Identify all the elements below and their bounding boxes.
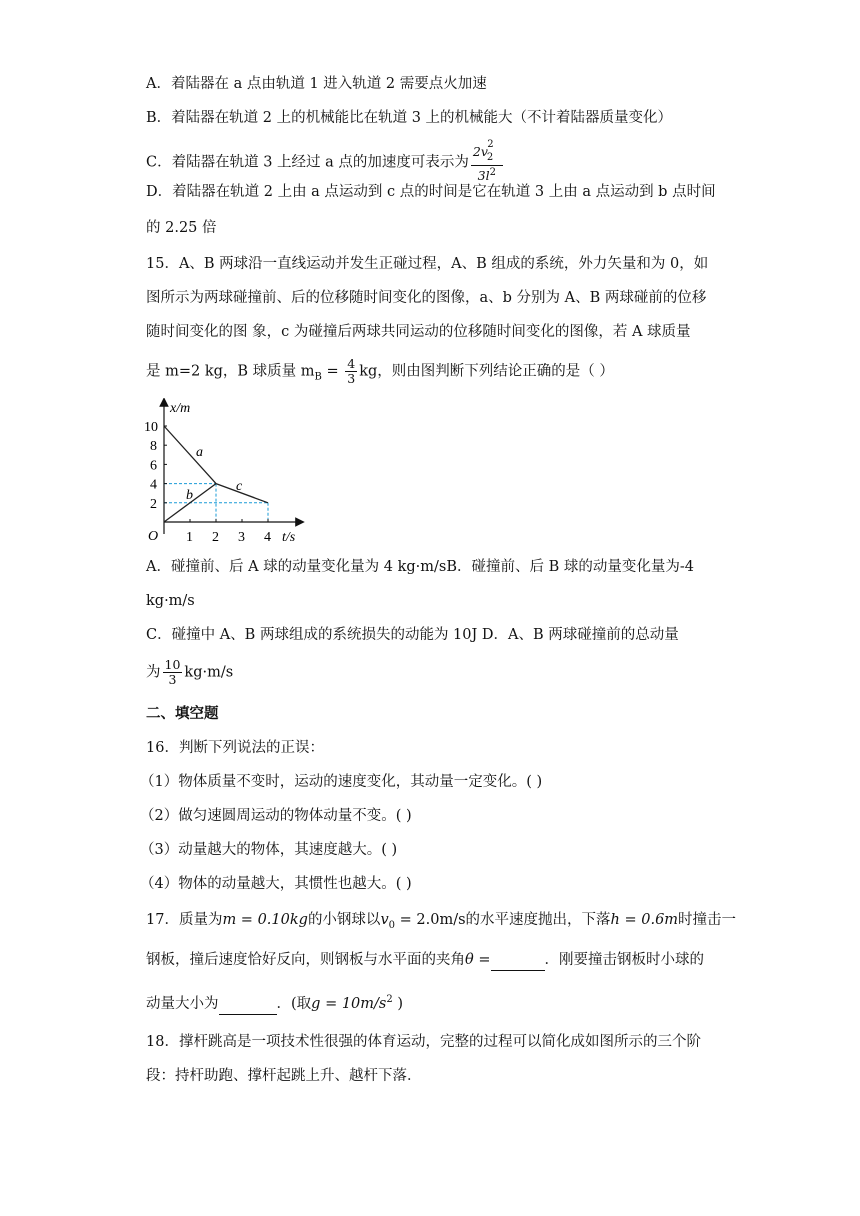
- x-axis-label: t/s: [282, 530, 296, 545]
- x-tick-label-1: 1: [186, 530, 193, 545]
- q14-option-c-text: C．着陆器在轨道 3 上经过 a 点的加速度可表示为: [146, 154, 469, 171]
- y-tick-label-4: 4: [150, 477, 157, 493]
- x-tick-label-3: 3: [238, 530, 245, 545]
- series-label-c: c: [236, 479, 243, 494]
- q14-option-c-fraction: $\frac{2v_2^2}{3l^2}$: [471, 142, 503, 183]
- series-label-a: a: [196, 445, 203, 460]
- q17-line2: 钢板，撞后速度恰好反向，则钢板与水平面的夹角θ = ．刚要撞击钢板时小球的: [146, 950, 704, 971]
- q15-line1: 15．A、B 两球沿一直线运动并发生正碰过程，A、B 组成的系统，外力矢量和为 0，如: [146, 256, 709, 272]
- q15-option-ab: A．碰撞前、后 A 球的动量变化量为 4 kg·m/sB．碰撞前、后 B 球的动量变化量为-4: [146, 559, 695, 575]
- q15-option-d-value: 为 $\frac{10}{3}$ kg·m/s: [146, 657, 234, 687]
- y-axis-label: x/m: [170, 401, 191, 416]
- q18-line1: 18．撑杆跳高是一项技术性很强的体育运动，完整的过程可以简化成如图所示的三个阶: [146, 1034, 701, 1050]
- q15-option-cd: C．碰撞中 A、B 两球组成的系统损失的动能为 10J D．A、B 两球碰撞前的总动量: [146, 627, 679, 643]
- q15-line3: 随时间变化的图 象，c 为碰撞后两球共同运动的位移随时间变化的图像，若 A 球质量: [146, 324, 691, 340]
- q15-line2: 图所示为两球碰撞前、后的位移随时间变化的图像，a、b 分别为 A、B 两球碰前的位移: [146, 290, 707, 306]
- q17-answer-blank-2[interactable]: [219, 994, 277, 1015]
- x-tick-label-2: 2: [212, 530, 219, 545]
- xt-graph: [140, 398, 310, 548]
- series-line-a: [164, 426, 216, 484]
- q15-mass-fraction: $\frac{4}{3}$: [347, 356, 356, 386]
- origin-label: O: [148, 529, 159, 544]
- q17-answer-blank-1[interactable]: [491, 950, 545, 971]
- section-heading-fill-in: 二、填空题: [146, 705, 219, 722]
- y-tick-label-6: 6: [150, 458, 157, 474]
- x-tick-label-4: 4: [264, 530, 271, 545]
- q15-line4: 是 m=2 kg，B 球质量 $m_B$ = $\frac{4}{3}$ kg，则由图判断下列结论正确的是（ ）: [146, 356, 614, 386]
- q16-item-3: （3）动量越大的物体，其速度越大。( ): [140, 842, 398, 858]
- y-tick-label-8: 8: [150, 439, 157, 455]
- q16-item-1: （1）物体质量不变时，运动的速度变化，其动量一定变化。( ): [140, 774, 543, 790]
- q14-option-b: B．着陆器在轨道 2 上的机械能比在轨道 3 上的机械能大（不计着陆器质量变化）: [146, 110, 673, 126]
- q14-option-d-line1: D．着陆器在轨道 2 上由 a 点运动到 c 点的时间是它在轨道 3 上由 a 点运动到 b 点时间: [146, 184, 716, 200]
- q16-item-4: （4）物体的动量越大，其惯性也越大。( ): [140, 876, 412, 892]
- q14-option-c: [146, 139, 505, 183]
- q16-title: 16．判断下列说法的正误：: [146, 740, 324, 756]
- q15-momentum-fraction: $\frac{10}{3}$: [164, 657, 181, 687]
- q17-line1: 17．质量为m = 0.10kg的小钢球以$v_0 = 2.0m/s$的水平速度抛出，下落h = 0.6m时撞击一: [146, 912, 737, 931]
- q14-option-d-line2: 的 2.25 倍: [146, 220, 217, 236]
- q15-option-b-unit: kg·m/s: [146, 593, 195, 609]
- q18-line2: 段：持杆助跑、撑杆起跳上升、越杆下落．: [146, 1068, 422, 1084]
- y-tick-label-10: 10: [144, 420, 158, 435]
- q17-line3: 动量大小为 ．(取$g = 10m/s^2$ ): [146, 990, 403, 1015]
- q14-option-a: A．着陆器在 a 点由轨道 1 进入轨道 2 需要点火加速: [146, 76, 487, 92]
- q16-item-2: （2）做匀速圆周运动的物体动量不变。( ): [140, 808, 412, 824]
- series-label-b: b: [186, 488, 193, 503]
- y-tick-label-2: 2: [150, 496, 157, 512]
